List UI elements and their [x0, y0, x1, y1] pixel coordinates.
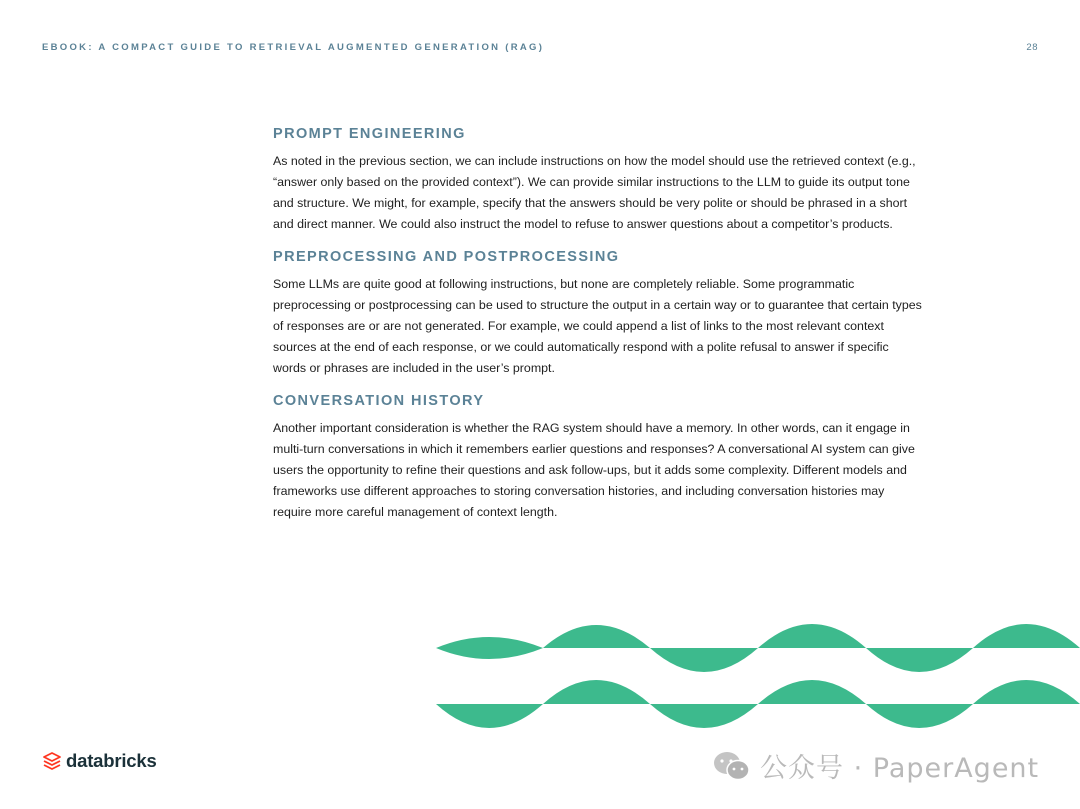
section-body: As noted in the previous section, we can include instructions on how the model should use the retrieved context (e.g., “answer only based on the provided context”). We can provide similar instructions to the LLM to guide its output tone and structure. We might, for example, specify that the answers should be very polite or should be phrased in a short and direct manner. We could also instruct the model to refuse to answer questions about a competitor’s products.: [273, 154, 916, 231]
watermark: [712, 746, 1039, 785]
wave-segment: [758, 680, 866, 704]
wave-segment: [973, 680, 1080, 704]
wave-segment: [436, 648, 543, 659]
running-header: EBOOK: A COMPACT GUIDE TO RETRIEVAL AUGMENTED GENERATION (RAG): [42, 42, 545, 53]
wave-segment: [650, 704, 758, 728]
databricks-logo-icon: [42, 751, 62, 771]
wave-segment: [543, 625, 650, 648]
section-heading: CONVERSATION HISTORY: [273, 393, 485, 409]
wave-segment: [758, 624, 866, 648]
wave-segment: [973, 624, 1080, 648]
section-body: Another important consideration is whether the RAG system should have a memory. In other words, can it engage in multi-turn conversations in which it remembers earlier questions and responses? A conversational AI system can give users the opportunity to refine their questions and ask follow-ups, but it adds some complexity. Different models and frameworks use different approaches to storing conversation histories, and including conversation histories may require more careful management of context length.: [273, 421, 915, 519]
wechat-icon: [712, 750, 752, 782]
watermark-text: 公众号 · PaperAgent: [760, 753, 1040, 784]
page-number: 28: [1026, 42, 1038, 53]
wave-segment: [866, 648, 973, 672]
wave-segment: [543, 680, 650, 704]
logo-text: databricks: [66, 750, 157, 771]
section-heading: PROMPT ENGINEERING: [273, 126, 466, 142]
section-body: Some LLMs are quite good at following instructions, but none are completely reliable. Some programmatic preprocessing or postprocessing can be used to structure the output in a certain way or to guarantee that certain types of responses are or are not generated. For example, we could append a list of links to the most relevant context sources at the end of each response, or we could automatically respond with a polite refusal to answer if specific words or phrases are included in the user’s prompt.: [273, 277, 922, 375]
wave-segment: [436, 704, 543, 728]
wave-segment: [866, 704, 973, 728]
section-heading: PREPROCESSING AND POSTPROCESSING: [273, 249, 620, 265]
databricks-logo: [42, 750, 157, 772]
wave-segment: [650, 648, 758, 672]
wave-segment: [436, 637, 543, 648]
